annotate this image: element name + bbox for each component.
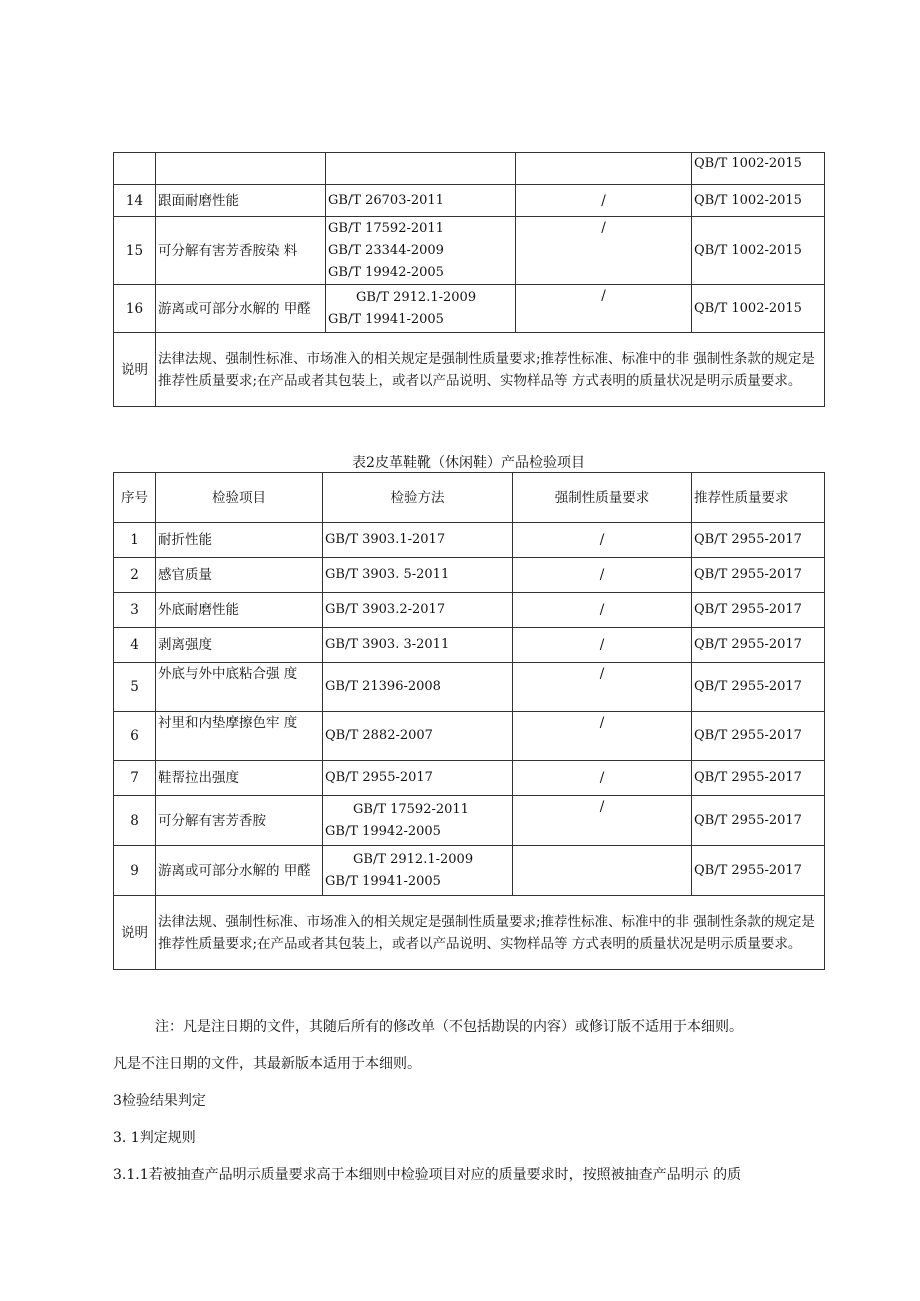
method-line: GB/T 2912.1-2009 xyxy=(356,289,477,305)
header-method: 检验方法 xyxy=(323,473,513,523)
row-number: 3 xyxy=(114,593,156,628)
row-mandatory: / xyxy=(513,712,692,761)
row-mandatory: / xyxy=(516,285,692,333)
row-method: GB/T 3903.1-2017 xyxy=(323,523,513,558)
row-number: 9 xyxy=(114,846,156,896)
note-paragraph-2: 凡是不注日期的文件，其最新版本适用于本细则。 xyxy=(113,1056,421,1072)
row-number: 5 xyxy=(114,663,156,712)
row-mandatory xyxy=(513,846,692,896)
table-row xyxy=(114,593,825,628)
row-item: 可分解有害芳香胺 xyxy=(156,796,323,846)
note-label: 说明 xyxy=(114,896,156,970)
row-recommended: QB/T 1002-2015 xyxy=(692,153,825,185)
row-recommended: QB/T 2955-2017 xyxy=(692,712,825,761)
row-number: 1 xyxy=(114,523,156,558)
note-text: 法律法规、强制性标准、市场准入的相关规定是强制性质量要求;推荐性标准、标准中的非 强制性条款的规定是推荐性质量要求;在产品或者其包装上，或者以产品说明、实物样品等 方式表明的质量状况是明示质量要求。 xyxy=(156,333,825,407)
row-method: GB/T 3903.2-2017 xyxy=(323,593,513,628)
row-number: 7 xyxy=(114,761,156,796)
row-method xyxy=(323,846,513,896)
row-mandatory: / xyxy=(513,663,692,712)
header-no: 序号 xyxy=(114,473,156,523)
row-recommended: QB/T 2955-2017 xyxy=(692,523,825,558)
row-item: 剥离强度 xyxy=(156,628,323,663)
table-row xyxy=(114,217,825,285)
row-mandatory: / xyxy=(516,217,692,285)
method-line: GB/T 19941-2005 xyxy=(328,311,444,327)
table-row-note xyxy=(114,896,825,970)
row-number xyxy=(114,153,156,185)
row-mandatory: / xyxy=(513,761,692,796)
row-item: 跟面耐磨性能 xyxy=(156,185,326,217)
row-method: GB/T 3903. 5-2011 xyxy=(323,558,513,593)
note-paragraph-1: 注：凡是注日期的文件，其随后所有的修改单（不包括勘误的内容）或修订版不适用于本细则。 xyxy=(155,1019,743,1035)
method-line: GB/T 23344-2009 xyxy=(328,242,444,258)
table-row xyxy=(114,185,825,217)
row-method: GB/T 21396-2008 xyxy=(323,663,513,712)
table-row xyxy=(114,663,825,712)
row-mandatory: / xyxy=(513,796,692,846)
header-mandatory: 强制性质量要求 xyxy=(513,473,692,523)
table-row xyxy=(114,761,825,796)
row-item: 耐折性能 xyxy=(156,523,323,558)
row-recommended: QB/T 1002-2015 xyxy=(692,217,825,285)
row-item: 游离或可部分水解的 甲醛 xyxy=(156,285,326,333)
row-recommended: QB/T 2955-2017 xyxy=(692,663,825,712)
row-item xyxy=(156,153,326,185)
row-method: QB/T 2882-2007 xyxy=(323,712,513,761)
table-row xyxy=(114,523,825,558)
row-recommended: QB/T 2955-2017 xyxy=(692,593,825,628)
row-recommended: QB/T 2955-2017 xyxy=(692,628,825,663)
row-method xyxy=(326,153,516,185)
row-mandatory: / xyxy=(513,558,692,593)
inspection-table-2 xyxy=(113,472,825,970)
method-line: GB/T 17592-2011 xyxy=(328,220,444,236)
row-number: 4 xyxy=(114,628,156,663)
row-recommended: QB/T 2955-2017 xyxy=(692,796,825,846)
method-line: GB/T 19942-2005 xyxy=(325,823,441,839)
table-row xyxy=(114,628,825,663)
row-item: 鞋帮拉出强度 xyxy=(156,761,323,796)
method-line: GB/T 17592-2011 xyxy=(353,801,469,817)
section-paragraph-3-1-1: 3.1.1若被抽查产品明示质量要求高于本细则中检验项目对应的质量要求时，按照被抽查产品明示 的质 xyxy=(113,1167,742,1183)
row-method xyxy=(323,796,513,846)
row-recommended: QB/T 2955-2017 xyxy=(692,846,825,896)
row-recommended: QB/T 1002-2015 xyxy=(692,285,825,333)
row-number: 15 xyxy=(114,217,156,285)
row-item: 感官质量 xyxy=(156,558,323,593)
method-line: GB/T 2912.1-2009 xyxy=(353,851,474,867)
row-number: 16 xyxy=(114,285,156,333)
method-line: GB/T 19941-2005 xyxy=(325,873,441,889)
table-row xyxy=(114,712,825,761)
row-number: 8 xyxy=(114,796,156,846)
row-number: 14 xyxy=(114,185,156,217)
row-method: GB/T 26703-2011 xyxy=(326,185,516,217)
row-number: 2 xyxy=(114,558,156,593)
table-row xyxy=(114,846,825,896)
row-item: 可分解有害芳香胺染 料 xyxy=(156,217,326,285)
row-method: GB/T 3903. 3-2011 xyxy=(323,628,513,663)
row-item: 外底与外中底粘合强 度 xyxy=(156,663,323,712)
section-heading-3-1: 3. 1判定规则 xyxy=(113,1130,196,1146)
row-item: 游离或可部分水解的 甲醛 xyxy=(156,846,323,896)
table-header-row xyxy=(114,473,825,523)
note-label: 说明 xyxy=(114,333,156,407)
section-heading-3: 3检验结果判定 xyxy=(113,1093,206,1109)
row-method xyxy=(326,285,516,333)
row-method: QB/T 2955-2017 xyxy=(323,761,513,796)
row-mandatory: / xyxy=(516,185,692,217)
row-method xyxy=(326,217,516,285)
header-item: 检验项目 xyxy=(156,473,323,523)
row-recommended: QB/T 2955-2017 xyxy=(692,761,825,796)
row-number: 6 xyxy=(114,712,156,761)
row-recommended: QB/T 2955-2017 xyxy=(692,558,825,593)
table-row xyxy=(114,558,825,593)
inspection-table-1 xyxy=(113,152,825,407)
row-mandatory: / xyxy=(513,593,692,628)
row-item: 衬里和内垫摩擦色牢 度 xyxy=(156,712,323,761)
row-recommended: QB/T 1002-2015 xyxy=(692,185,825,217)
note-text: 法律法规、强制性标准、市场准入的相关规定是强制性质量要求;推荐性标准、标准中的非 强制性条款的规定是推荐性质量要求;在产品或者其包装上，或者以产品说明、实物样品等 方式表明的质量状况是明示质量要求。 xyxy=(156,896,825,970)
table-row xyxy=(114,796,825,846)
table-row-note xyxy=(114,333,825,407)
row-mandatory: / xyxy=(513,628,692,663)
method-line: GB/T 19942-2005 xyxy=(328,264,444,280)
table-row xyxy=(114,285,825,333)
table-row xyxy=(114,153,825,185)
row-item: 外底耐磨性能 xyxy=(156,593,323,628)
table-2-caption: 表2皮革鞋靴（休闲鞋）产品检验项目 xyxy=(352,455,585,471)
row-mandatory xyxy=(516,153,692,185)
row-mandatory: / xyxy=(513,523,692,558)
header-recommended: 推荐性质量要求 xyxy=(692,473,825,523)
